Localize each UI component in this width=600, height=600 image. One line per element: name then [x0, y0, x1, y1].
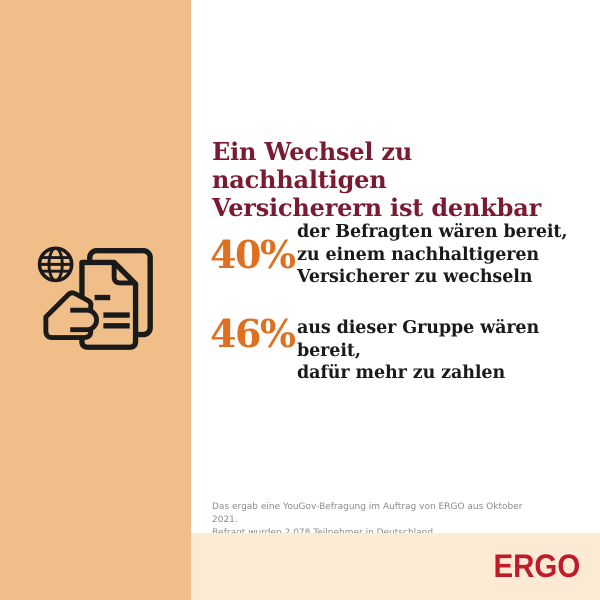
stat-value-46: 46% — [210, 311, 295, 356]
stat-description-40 — [297, 221, 587, 289]
stat-40-line-3: Versicherer zu wechseln — [297, 267, 533, 287]
stat-40-line-1: der Befragten wären bereit, — [297, 222, 568, 242]
source-footnote-line-1: Das ergab eine YouGov-Befragung im Auftrag von ERGO aus Oktober 2021. — [212, 502, 523, 525]
page-title — [212, 138, 582, 222]
stat-description-46 — [297, 317, 587, 385]
hand-globe-documents-icon — [33, 240, 165, 358]
stat-46-line-1: aus dieser Gruppe wären bereit, — [297, 318, 540, 361]
stat-40-line-2: zu einem nachhaltigeren — [297, 244, 540, 265]
stat-value-40: 40% — [210, 232, 295, 277]
stat-46-line-2: dafür mehr zu zahlen — [297, 363, 506, 383]
ergo-logo: ERGO — [493, 548, 580, 584]
page-title-line-1: Ein Wechsel zu nachhaltigen — [212, 137, 413, 194]
page-title-line-2: Versicherern ist denkbar — [212, 193, 542, 222]
